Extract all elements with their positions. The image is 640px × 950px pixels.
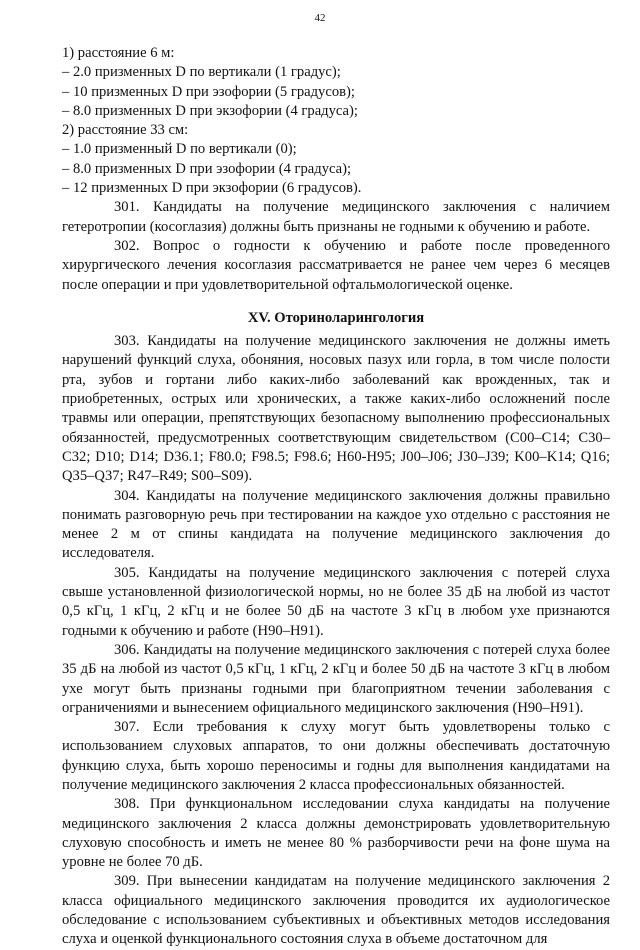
document-body xyxy=(62,44,610,950)
paragraph-304: 304. Кандидаты на получение медицинского заключения должны правильно понимать разговорную речь при тестировании на каждое ухо отдельно с расстояния не менее 2 м от спины кандидата на получение медицинского заключения до исследователя. xyxy=(62,487,610,562)
list-line: – 8.0 призменных D при эзофории (4 градуса); xyxy=(62,160,352,177)
paragraph-308: 308. При функциональном исследовании слуха кандидаты на получение медицинского заключения 2 класса должны демонстрировать удовлетворительную слуховую способность и иметь не менее 80 % разборчивости речи на фоне шума на уровне не более 70 дБ. xyxy=(62,796,610,871)
paragraph-303: 303. Кандидаты на получение медицинского заключения не должны иметь нарушений функций слуха, обоняния, носовых пазух или горла, в том числе полости рта, зубов и гортани либо каких-либо заболеваний как врожденных, так и приобретенных, острых или хронических, а также каких-либо осложнений после травмы или операции, препятствующих безопасному выполнению профессиональных обязанностей, предусмотренных соответствующим свидетельством (C00–C14; C30–C32; D10; D14; D36.1; F80.0; F98.5; F98.6; H60-H95; J00–J06; J30–J39; K00–K14; Q16; Q35–Q37; R47–R49; S00–S09). xyxy=(62,333,610,485)
page-number: 42 xyxy=(314,12,326,24)
prism-list xyxy=(62,44,610,198)
list-line: – 1.0 призменный D по вертикали (0); xyxy=(62,141,297,158)
list-line: – 12 призменных D при экзофории (6 градусов). xyxy=(62,180,362,197)
list-line: 1) расстояние 6 м: xyxy=(62,45,175,61)
paragraph-306: 306. Кандидаты на получение медицинского заключения с потерей слуха более 35 дБ на любой из частот 0,5 кГц, 1 кГц, 2 кГц и более 50 дБ на частоте 3 кГц в любом ухе могут быть признаны годными при благоприятном течении заболевания с ограничениями и вынесением официального медицинского заключения (H90–H91). xyxy=(62,641,610,716)
section-heading: XV. Оториноларингология xyxy=(247,309,425,326)
list-line: – 10 призменных D при эзофории (5 градусов); xyxy=(62,83,355,100)
list-line: – 2.0 призменных D по вертикали (1 градус); xyxy=(62,64,341,81)
paragraph-302: 302. Вопрос о годности к обучению и работе после проведенного хирургического лечения косоглазия рассматривается не ранее чем через 6 месяцев после операции и при удовлетворительной офтальмологической оценке. xyxy=(62,237,610,293)
list-line: – 8.0 призменных D при экзофории (4 градуса); xyxy=(62,102,358,119)
list-line: 2) расстояние 33 см: xyxy=(62,122,189,139)
paragraph-305: 305. Кандидаты на получение медицинского заключения с потерей слуха свыше установленной физиологической нормы, но не более 35 дБ на любой из частот 0,5 кГц, 1 кГц, 2 кГц и не более 50 дБ на частоте 3 кГц в любом ухе признаются годными к обучению и работе (H90–H91). xyxy=(62,564,610,639)
paragraph-309: 309. При вынесении кандидатам на получение медицинского заключения 2 класса официального медицинского заключения проводится их аудиологическое обследование с использованием субъективных и объективных методов исследования слуха и оценкой функционального состояния слуха в объеме достаточном для xyxy=(62,873,610,948)
paragraph-307: 307. Если требования к слуху могут быть удовлетворены только с использованием слуховых аппаратов, то они должны обеспечивать достаточную функцию слуха, быть хорошо переносимы и годны для выполнения кандидатами на получение медицинского заключения 2 класса профессиональных обязанностей. xyxy=(62,719,610,793)
paragraph-301: 301. Кандидаты на получение медицинского заключения с наличием гетеротропии (косоглазия) должны быть признаны не годными к обучению и работе. xyxy=(62,199,610,235)
